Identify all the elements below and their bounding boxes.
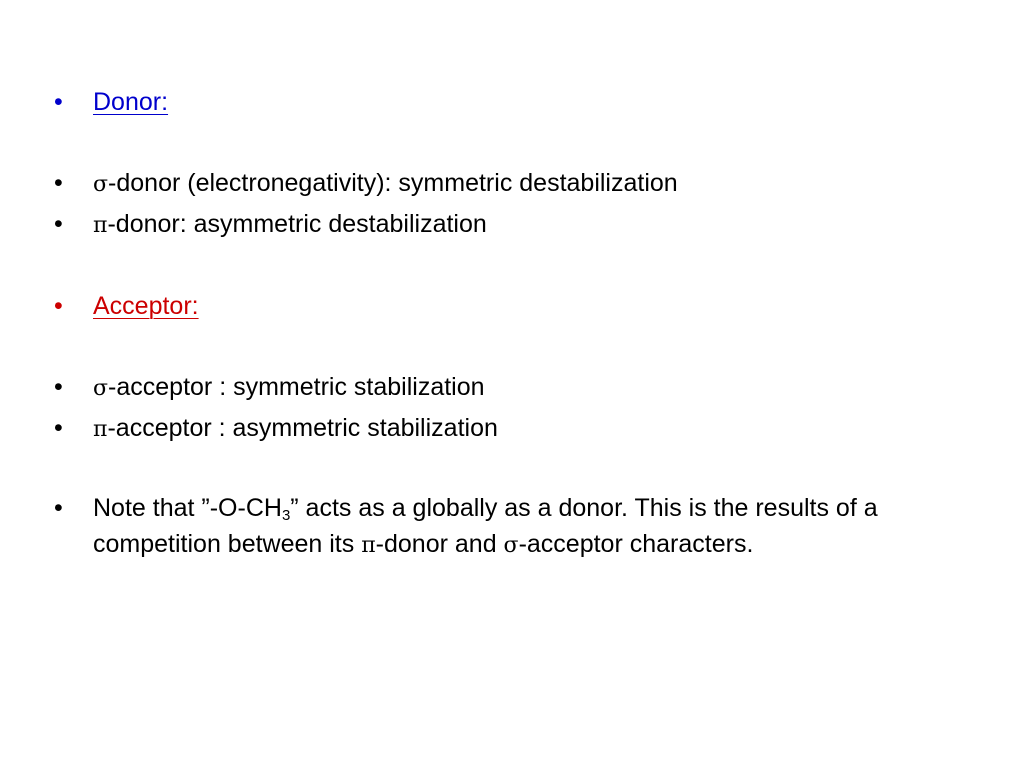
sigma-symbol: σ — [503, 533, 519, 558]
sigma-acceptor-text — [93, 367, 485, 409]
note-subscript: 3 — [281, 507, 291, 524]
bullet: • — [54, 210, 63, 238]
sigma-donor-text — [93, 163, 678, 205]
bullet: • — [54, 373, 63, 401]
note-part3: -donor and — [375, 530, 504, 558]
bullet: • — [54, 414, 63, 442]
note-part2: ” acts as a globally as a donor. This is the results of a competition between its — [93, 494, 878, 558]
pi-symbol: π — [93, 213, 108, 238]
bullet: • — [54, 494, 63, 522]
sigma-acceptor-label: -acceptor : symmetric stabilization — [108, 373, 485, 401]
pi-symbol: π — [93, 417, 108, 442]
sigma-donor-label: -donor (electronegativity): symmetric destabilization — [108, 169, 678, 197]
pi-donor-label: -donor: asymmetric destabilization — [107, 210, 487, 238]
donor-heading: Donor: — [93, 88, 169, 116]
bullet: • — [54, 292, 63, 320]
note-text — [93, 490, 953, 564]
bullet: • — [54, 88, 63, 116]
note-part1: Note that ”-O-CH — [93, 494, 282, 522]
bullet: • — [54, 169, 63, 197]
acceptor-heading: Acceptor: — [93, 292, 199, 320]
pi-acceptor-text — [93, 408, 498, 450]
pi-donor-text — [93, 204, 487, 246]
note-part4: -acceptor characters. — [518, 530, 754, 558]
sigma-symbol: σ — [93, 376, 109, 401]
pi-acceptor-label: -acceptor : asymmetric stabilization — [107, 414, 498, 442]
pi-symbol: π — [361, 533, 376, 558]
sigma-symbol: σ — [93, 172, 109, 197]
